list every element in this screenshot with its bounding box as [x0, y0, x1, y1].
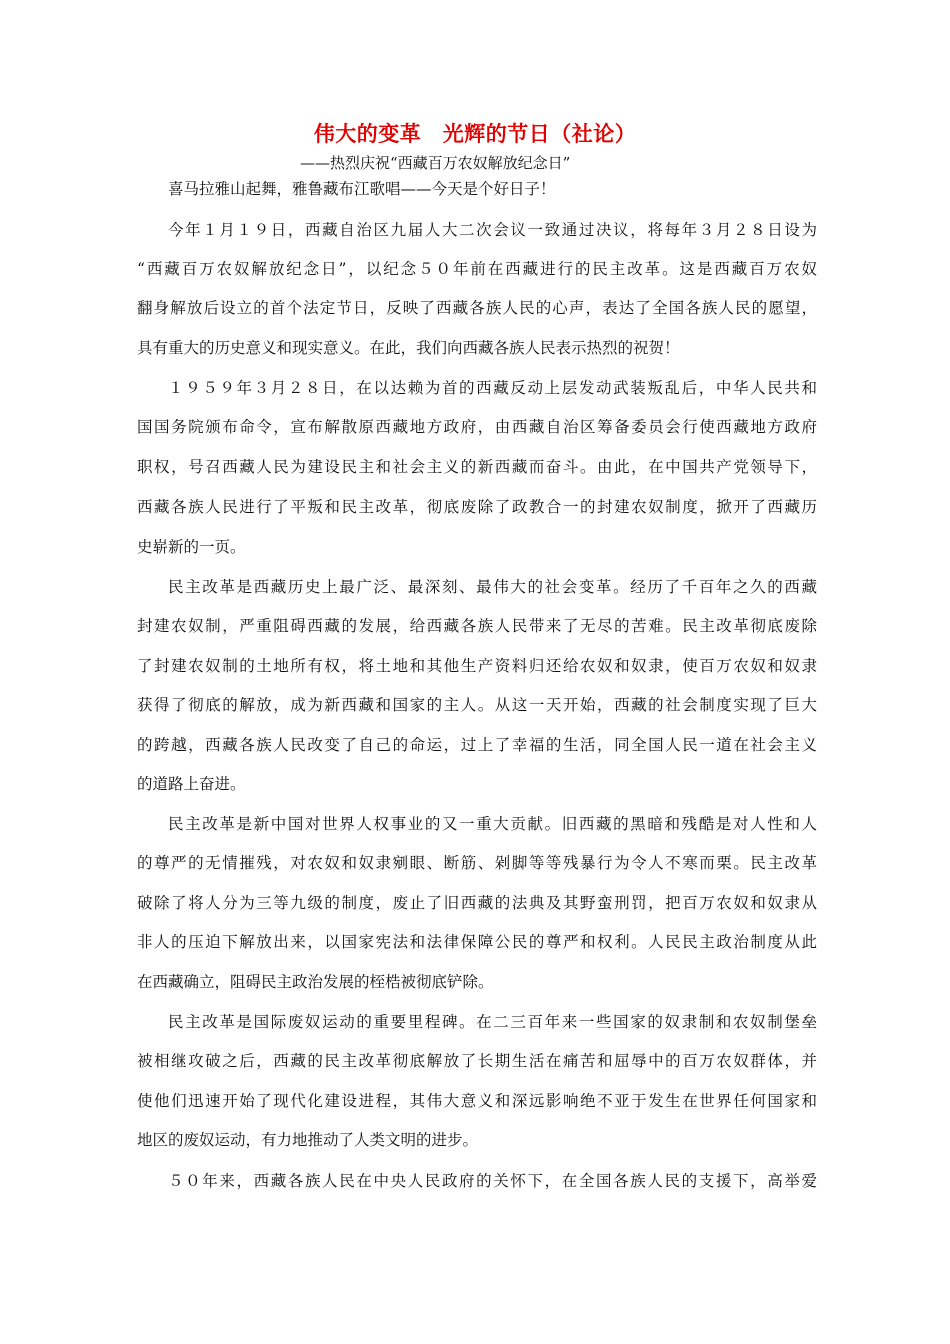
body-line: 民主改革是西藏历史上最广泛、最深刻、最伟大的社会变革。经历了千百年之久的西藏 — [168, 578, 817, 596]
article-title: 伟大的变革 光辉的节日（社论） — [313, 122, 637, 146]
body-line: “西藏百万农奴解放纪念日”，以纪念５０年前在西藏进行的民主改革。这是西藏百万农奴 — [137, 260, 817, 278]
body-line: 史崭新的一页。 — [137, 538, 246, 556]
body-line: ５０年来，西藏各族人民在中央人民政府的关怀下，在全国各族人民的支援下，高举爱 — [168, 1172, 817, 1190]
body-line: 使他们迅速开始了现代化建设进程，其伟大意义和深远影响绝不亚于发生在世界任何国家和 — [137, 1092, 817, 1110]
body-line: 了封建农奴制的土地所有权，将土地和其他生产资料归还给农奴和奴隶，使百万农奴和奴隶 — [137, 657, 817, 675]
article-subtitle: ——热烈庆祝“西藏百万农奴解放纪念日” — [300, 154, 571, 172]
body-line: 的跨越，西藏各族人民改变了自己的命运，过上了幸福的生活，同全国人民一道在社会主义 — [137, 736, 817, 754]
body-line: 具有重大的历史意义和现实意义。在此，我们向西藏各族人民表示热烈的祝贺！ — [137, 339, 680, 357]
body-line: 封建农奴制，严重阻碍西藏的发展，给西藏各族人民带来了无尽的苦难。民主改革彻底废除 — [137, 617, 817, 635]
body-line: 的道路上奋进。 — [137, 775, 246, 793]
body-line: 地区的废奴运动，有力地推动了人类文明的进步。 — [137, 1131, 479, 1149]
body-line: 喜马拉雅山起舞，雅鲁藏布江歌唱——今天是个好日子！ — [168, 180, 556, 198]
body-line: 民主改革是新中国对世界人权事业的又一重大贡献。旧西藏的黑暗和残酷是对人性和人 — [168, 815, 817, 833]
body-line: 今年１月１９日，西藏自治区九届人大二次会议一致通过决议，将每年３月２８日设为 — [168, 221, 817, 239]
body-line: 的尊严的无情摧残，对农奴和奴隶剜眼、断筋、剁脚等等残暴行为令人不寒而栗。民主改革 — [137, 854, 817, 872]
body-line: １９５９年３月２８日，在以达赖为首的西藏反动上层发动武装叛乱后，中华人民共和 — [168, 379, 817, 397]
body-line: 非人的压迫下解放出来，以国家宪法和法律保障公民的尊严和权利。人民民主政治制度从此 — [137, 933, 817, 951]
body-line: 被相继攻破之后，西藏的民主改革彻底解放了长期生活在痛苦和屈辱中的百万农奴群体，并 — [137, 1052, 817, 1070]
body-line: 国国务院颁布命令，宣布解散原西藏地方政府，由西藏自治区筹备委员会行使西藏地方政府 — [137, 418, 817, 436]
body-line: 民主改革是国际废奴运动的重要里程碑。在二三百年来一些国家的奴隶制和农奴制堡垒 — [168, 1013, 817, 1031]
body-line: 职权，号召西藏人民为建设民主和社会主义的新西藏而奋斗。由此，在中国共产党领导下， — [137, 458, 817, 476]
body-line: 西藏各族人民进行了平叛和民主改革，彻底废除了政教合一的封建农奴制度，掀开了西藏历 — [137, 498, 817, 516]
body-line: 破除了将人分为三等九级的制度，废止了旧西藏的法典及其野蛮刑罚，把百万农奴和奴隶从 — [137, 894, 817, 912]
body-line: 在西藏确立，阻碍民主政治发展的桎梏被彻底铲除。 — [137, 973, 494, 991]
body-line: 翻身解放后设立的首个法定节日，反映了西藏各族人民的心声，表达了全国各族人民的愿望， — [137, 299, 817, 317]
body-line: 获得了彻底的解放，成为新西藏和国家的主人。从这一天开始，西藏的社会制度实现了巨大 — [137, 696, 817, 714]
